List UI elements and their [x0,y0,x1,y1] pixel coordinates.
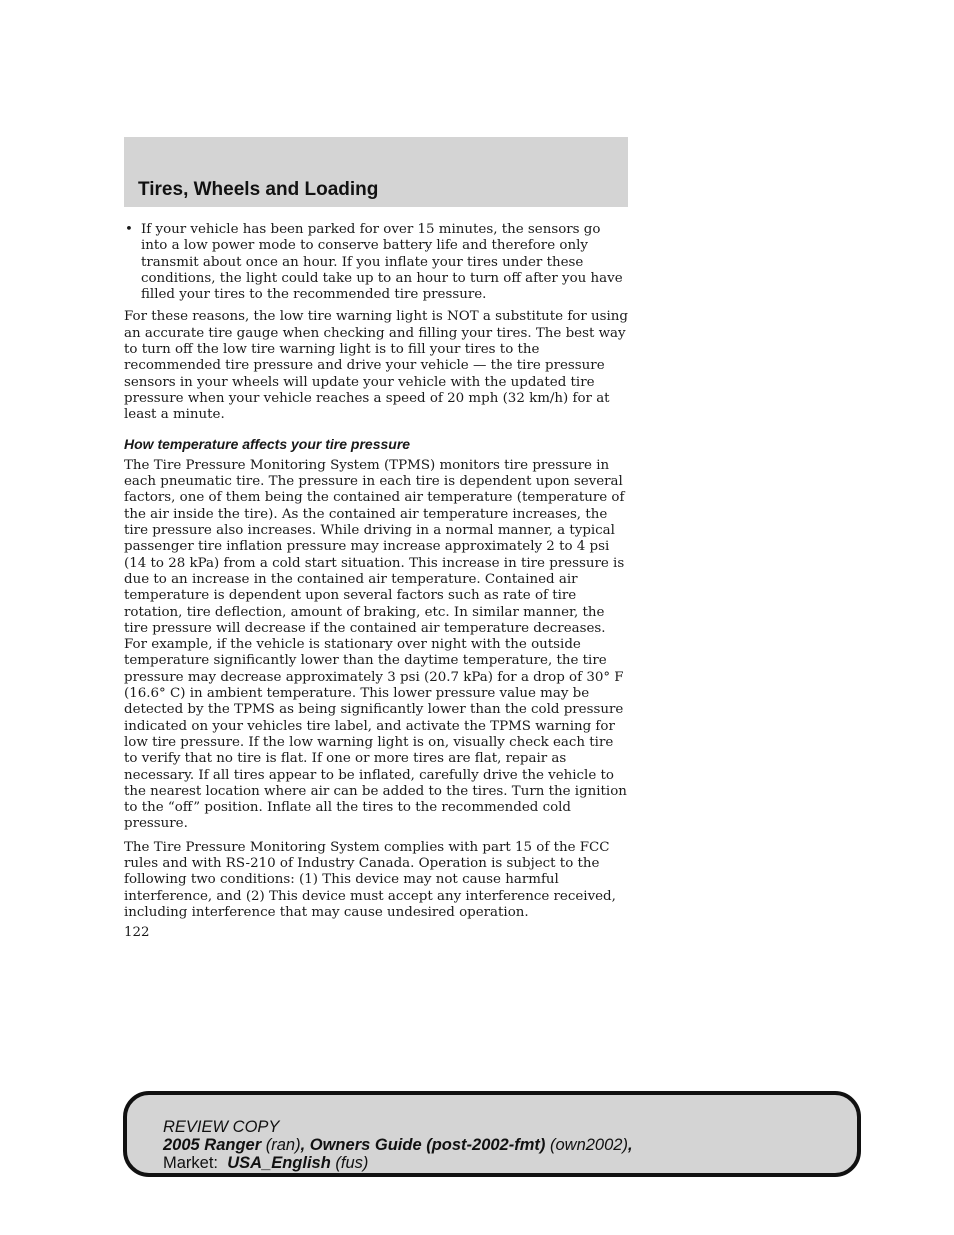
footer-guide-line [163,1136,633,1154]
footer-market-line [163,1154,633,1172]
footer-market-label: Market: [163,1154,219,1172]
footer-market-code: (fus) [335,1154,369,1172]
page-number: 122 [124,925,150,940]
footer-review-copy: REVIEW COPY [163,1118,280,1136]
paragraph-tpms-temperature: The Tire Pressure Monitoring System (TPMS) monitors tire pressure in each pneumatic tire. The pressure in each tire is dependent upon several factors, one of them being the contained air temperature (temperature of the air inside the tire). As the contained air temperature increases, the tire pressure also increases. While driving in a normal manner, a typical passenger tire inflation pressure may increase approximately 2 to 4 psi (14 to 28 kPa) from a cold start situation. This increase in tire pressure is due to an increase in the contained air temperature. Contained air temperature is dependent upon several factors such as rate of tire rotation, tire deflection, amount of braking, etc. In similar manner, the tire pressure will decrease if the contained air temperature decreases. For example, if the vehicle is stationary over night with the outside temperature significantly lower than the daytime temperature, the tire pressure may decrease approximately 3 psi (20.7 kPa) for a drop of 30° F (16.6° C) in ambient temperature. This lower pressure value may be detected by the TPMS as being significantly lower than the cold pressure indicated on your vehicles tire label, and activate the TPMS warning for low tire pressure. If the low warning light is on, visually check each tire to verify that no tire is flat. If one or more tires are flat, repair as necessary. If all tires appear to be inflated, carefully drive the vehicle to the nearest location where air can be added to the tires. Turn the ignition to the “off” position. Inflate all the tires to the recommended cold pressure. [124,457,627,832]
section-title: Tires, Wheels and Loading [138,179,379,200]
footer-separator: , [627,1136,633,1154]
bullet-text: If your vehicle has been parked for over 15 minutes, the sensors go into a low power mode to conserve battery life and therefore only transmit about once an hour. If you inflate your tires under these conditions, the light could take up to an hour to turn off after you have filled your tires to the recommended tire pressure. [141,222,623,303]
footer-guide-code: (own2002) [549,1136,628,1154]
review-copy-footer [123,1091,861,1177]
footer-guide: Owners Guide (post-2002-fmt) [309,1136,546,1154]
bullet-item [124,222,630,303]
bullet-icon: • [125,222,133,237]
subheading-temperature: How temperature affects your tire pressure [124,435,411,452]
footer-model: 2005 Ranger [163,1136,262,1154]
section-header-band [124,137,628,207]
paragraph-warning-light: For these reasons, the low tire warning light is NOT a substitute for using an accurate tire gauge when checking and filling your tires. The best way to turn off the low tire warning light is to fill your tires to the recommended tire pressure and drive your vehicle — the tire pressure sensors in your wheels will update your vehicle with the updated tire pressure when your vehicle reaches a speed of 20 mph (32 km/h) for at least a minute. [124,309,628,423]
footer-model-code: (ran) [265,1136,301,1154]
page-content [124,222,630,928]
paragraph-fcc-compliance: The Tire Pressure Monitoring System complies with part 15 of the FCC rules and with RS-210 of Industry Canada. Operation is subject to the following two conditions: (1) This device may not cause harmful interference, and (2) This device must accept any interference received, including interference that may cause undesired operation. [124,839,616,920]
footer-text [163,1118,633,1172]
footer-market: USA_English [227,1154,331,1172]
footer-separator: , [300,1136,306,1154]
